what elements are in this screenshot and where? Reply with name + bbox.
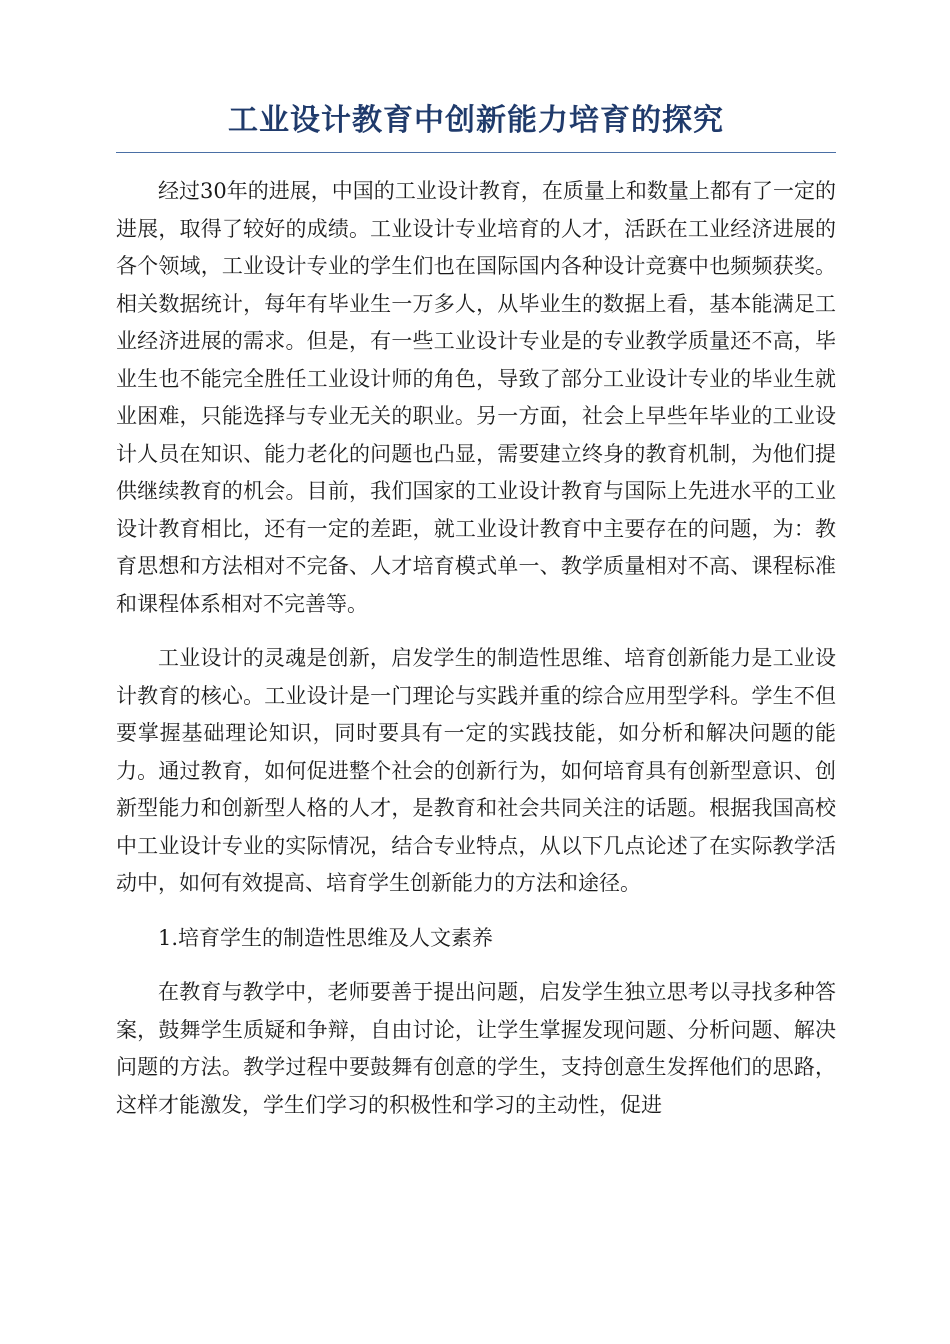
section-heading: 1.培育学生的制造性思维及人文素养 <box>158 925 494 950</box>
paragraph-innovation: 工业设计的灵魂是创新，启发学生的制造性思维、培育创新能力是工业设计教育的核心。工业设计是一门理论与实践并重的综合应用型学科。学生不但要掌握基础理论知识，同时要具有一定的实践技能，如分析和解决问题的能力。通过教育，如何促进整个社会的创新行为，如何培育具有创新型意识、创新型能力和创新型人格的人才，是教育和社会共同关注的话题。根据我国高校中工业设计专业的实际情况，结合专业特点，从以下几点论述了在实际教学活动中，如何有效提高、培育学生创新能力的方法和途径。 <box>116 646 836 895</box>
document-title: 工业设计教育中创新能力培育的探究 <box>116 96 836 153</box>
paragraph-section-1: 在教育与教学中，老师要善于提出问题，启发学生独立思考以寻找多种答案，鼓舞学生质疑和争辩，自由讨论，让学生掌握发现问题、分析问题、解决问题的方法。教学过程中要鼓舞有创意的学生，支持创意生发挥他们的思路，这样才能激发，学生们学习的积极性和学习的主动性，促进 <box>116 980 836 1117</box>
paragraph-intro: 经过30年的进展，中国的工业设计教育，在质量上和数量上都有了一定的进展，取得了较好的成绩。工业设计专业培育的人才，活跃在工业经济进展的各个领域，工业设计专业的学生们也在国际国内各种设计竞赛中也频频获奖。相关数据统计，每年有毕业生一万多人，从毕业生的数据上看，基本能满足工业经济进展的需求。但是，有一些工业设计专业是的专业教学质量还不高，毕业生也不能完全胜任工业设计师的角色，导致了部分工业设计专业的毕业生就业困难，只能选择与专业无关的职业。另一方面，社会上早些年毕业的工业设计人员在知识、能力老化的问题也凸显，需要建立终身的教育机制，为他们提供继续教育的机会。目前，我们国家的工业设计教育与国际上先进水平的工业设计教育相比，还有一定的差距，就工业设计教育中主要存在的问题，为：教育思想和方法相对不完备、人才培育模式单一、教学质量相对不高、课程标准和课程体系相对不完善等。 <box>116 179 836 616</box>
document-page <box>116 96 836 1141</box>
document-body <box>116 173 836 1124</box>
